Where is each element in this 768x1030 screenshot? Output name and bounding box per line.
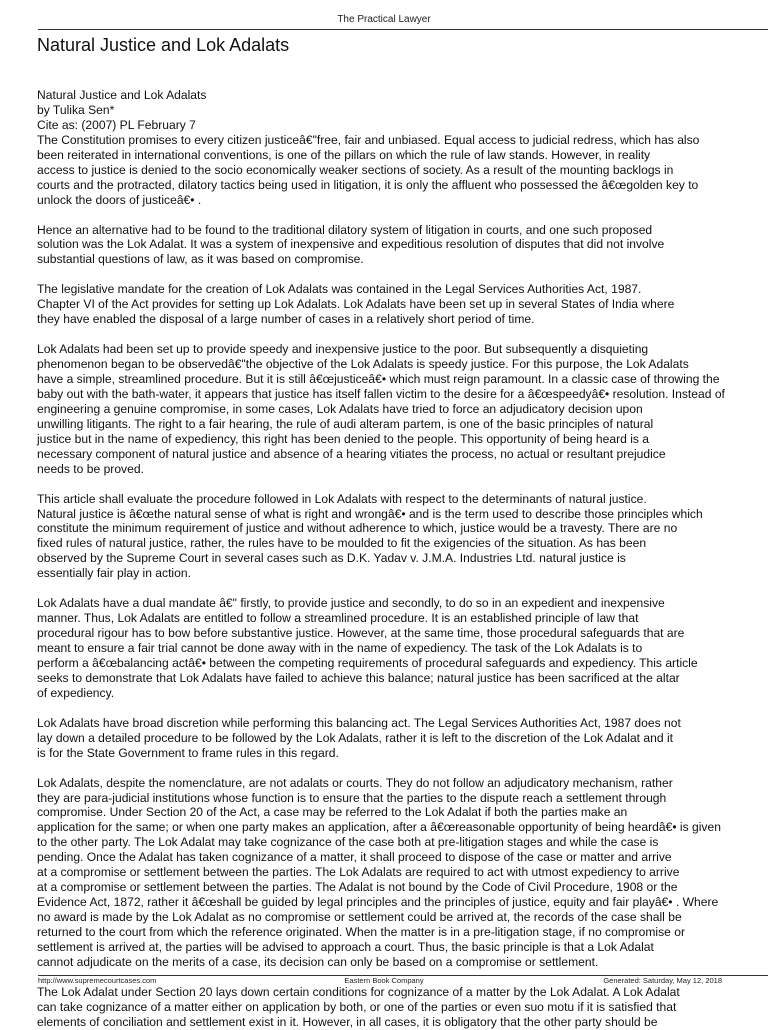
text-line: solution was the Lok Adalat. It was a system of inexpensive and expeditious resolution of disputes that did not involve xyxy=(37,237,665,252)
header-rule xyxy=(38,29,768,30)
text-line: unlock the doors of justiceâ€• . xyxy=(37,192,202,207)
article-title-line: Natural Justice and Lok Adalats xyxy=(37,88,207,102)
text-line: no award is made by the Lok Adalat as no compromise or settlement could be arrived at, the records of the case shall be xyxy=(37,910,682,924)
text-line: access to justice is denied to the socio economically weaker sections of society. As a result of the mounting backlogs in xyxy=(37,162,674,177)
text-line: procedural rigour has to bow before substantive justice. However, at the same time, those procedural safeguards that are xyxy=(37,626,685,641)
text-line: manner. Thus, Lok Adalats are entitled to follow a streamlined procedure. It is an established principle of law that xyxy=(37,611,639,626)
paragraph xyxy=(37,282,768,327)
text-line: Hence an alternative had to be found to the traditional dilatory system of litigation in courts, and one such proposed xyxy=(37,222,653,237)
text-line: baby out with the bath-water, it appears that justice has itself fallen victim to the desire for a â€œspeedyâ€• resolution. Instead of xyxy=(37,386,725,401)
text-line: cannot adjudicate on the merits of a case, its decision can only be based on a compromise or settlement. xyxy=(37,954,599,969)
text-line: Lok Adalats have a dual mandate â€" firstly, to provide justice and secondly, to do so in an expedient and inexpensive xyxy=(37,596,665,611)
paragraph-gap xyxy=(37,581,768,596)
text-line: returned to the court from which the reference originated. When the matter is in a pre-litigation stage, if no compromise or xyxy=(37,924,686,939)
text-line: The Constitution promises to every citizen justiceâ€"free, fair and unbiased. Equal access to judicial redress, which has also xyxy=(37,132,700,147)
text-line: to the other party. The Lok Adalat may take cognizance of the case both at pre-litigation stages and while the case is xyxy=(37,835,659,850)
text-line: can take cognizance of a matter either on application by both, or one of the parties or even suo motu if it is satisfied that xyxy=(37,999,677,1014)
paragraph-gap xyxy=(37,327,768,342)
text-line: courts and the protracted, dilatory tactics being used in litigation, it is only the affluent who possessed the â€œgolden key to xyxy=(37,177,699,192)
text-line: of expediency. xyxy=(37,685,115,700)
paragraph-gap xyxy=(37,701,768,716)
text-line: they are para-judicial institutions whose function is to ensure that the parties to the dispute reach a settlement through xyxy=(37,790,667,805)
text-line: essentially fair play in action. xyxy=(37,566,191,581)
text-line: constitute the minimum requirement of justice and without adherence to which, justice would be a travesty. There are no xyxy=(37,521,678,536)
citation-line: Cite as: (2007) PL February 7 xyxy=(37,117,196,132)
text-line: observed by the Supreme Court in several cases such as D.K. Yadav v. J.M.A. Industries Ltd. natural justice is xyxy=(37,551,626,566)
paragraph xyxy=(37,342,768,476)
text-line: elements of conciliation and settlement exist in it. However, in all cases, it is obligatory that the other party should be xyxy=(37,1014,658,1029)
text-line: at a compromise or settlement between the parties. The Lok Adalats are required to act with utmost expediency to arrive xyxy=(37,865,680,880)
text-line: seeks to demonstrate that Lok Adalats have failed to achieve this balance; natural justice has been sacrificed at the altar xyxy=(37,670,680,685)
paragraph xyxy=(37,596,768,701)
text-line: The legislative mandate for the creation of Lok Adalats was contained in the Legal Services Authorities Act, 1987. xyxy=(37,282,642,297)
paragraph xyxy=(37,716,768,761)
text-line: application for the same; or when one party makes an application, after a â€œreasonable opportunity of being heardâ€• is given xyxy=(37,820,721,835)
text-line: justice but in the name of expediency, this right has been denied to the people. This opportunity of being heard is a xyxy=(37,431,650,446)
text-line: Chapter VI of the Act provides for setting up Lok Adalats. Lok Adalats have been set up in several States of India where xyxy=(37,297,675,312)
footer-url: http://www.supremecourtcases.com xyxy=(38,976,157,985)
paragraph-gap xyxy=(37,477,768,492)
text-line: meant to ensure a fair trial cannot be done away with in the name of expediency. The task of the Lok Adalats is to xyxy=(37,641,643,655)
paragraph-gap xyxy=(37,761,768,776)
text-line: necessary component of natural justice and absence of a hearing vitiates the process, no actual or resultant prejudice xyxy=(37,446,666,461)
paragraphs xyxy=(37,133,768,1030)
text-line: needs to be proved. xyxy=(37,461,144,476)
text-line: The Lok Adalat under Section 20 lays down certain conditions for cognizance of a matter by the Lok Adalat. A Lok Adalat xyxy=(37,984,680,999)
article-body xyxy=(37,88,768,1030)
page-footer xyxy=(0,976,768,988)
text-line: This article shall evaluate the procedure followed in Lok Adalats with respect to the determinants of natural justice. xyxy=(37,491,647,506)
running-header: The Practical Lawyer xyxy=(337,14,431,25)
text-line: lay down a detailed procedure to be followed by the Lok Adalats, rather it is left to the discretion of the Lok Adalat and it xyxy=(37,730,673,745)
text-line: have a simple, streamlined procedure. But it is still â€œjusticeâ€• which must reign paramount. In a classic case of throwing the xyxy=(37,372,720,386)
text-line: unwilling litigants. The right to a fair hearing, the rule of audi alteram partem, is one of the basic principles of natural xyxy=(37,416,654,431)
footer-generated-date: Generated: Saturday, May 12, 2018 xyxy=(603,976,722,985)
text-line: Lok Adalats had been set up to provide speedy and inexpensive justice to the poor. But subsequently a disquieting xyxy=(37,342,649,357)
text-line: is for the State Government to frame rules in this regard. xyxy=(37,745,339,760)
paragraph xyxy=(37,985,768,1030)
text-line: pending. Once the Adalat has taken cognizance of a matter, it shall proceed to dispose of the case or matter and arrive xyxy=(37,850,672,865)
text-line: been reiterated in international conventions, is one of the pillars on which the rule of law stands. However, in reality xyxy=(37,147,651,162)
text-line: settlement is arrived at, the parties will be advised to approach a court. Thus, the basic principle is that a Lok Adalat xyxy=(37,939,654,954)
text-line: engineering a genuine compromise, in some cases, Lok Adalats have tried to force an adjudicatory decision upon xyxy=(37,401,643,416)
footer-publisher: Eastern Book Company xyxy=(344,976,424,985)
paragraph-gap xyxy=(37,208,768,223)
text-line: they have enabled the disposal of a large number of cases in a relatively short period of time. xyxy=(37,312,535,327)
text-line: compromise. Under Section 20 of the Act, a case may be referred to the Lok Adalat if both the parties make an xyxy=(37,805,628,820)
author-line: by Tulika Sen* xyxy=(37,102,115,117)
text-line: substantial questions of law, as it was based on compromise. xyxy=(37,252,364,267)
text-line: Evidence Act, 1872, rather it â€œshall be guided by legal principles and the principles of justice, equity and fair playâ€• . Where xyxy=(37,895,719,910)
text-line: phenomenon began to be observedâ€"the objective of the Lok Adalats is speedy justice. For this purpose, the Lok Adalats xyxy=(37,357,689,372)
text-line: Lok Adalats have broad discretion while performing this balancing act. The Legal Services Authorities Act, 1987 does not xyxy=(37,715,681,730)
text-line: Lok Adalats, despite the nomenclature, are not adalats or courts. They do not follow an adjudicatory mechanism, rather xyxy=(37,775,673,790)
text-line: Natural justice is â€œthe natural sense of what is right and wrongâ€• and is the term used to describe those principles which xyxy=(37,506,703,521)
text-line: fixed rules of natural justice, rather, the rules have to be moulded to fit the exigencies of the situation. As has been xyxy=(37,536,647,551)
document-title: Natural Justice and Lok Adalats xyxy=(37,35,290,55)
paragraph-gap xyxy=(37,267,768,282)
paragraph xyxy=(37,223,768,268)
paragraph xyxy=(37,776,768,970)
text-line: perform a â€œbalancing actâ€• between the competing requirements of procedural safeguards and expediency. This article xyxy=(37,655,698,670)
paragraph xyxy=(37,133,768,208)
text-line: at a compromise or settlement between the parties. The Adalat is not bound by the Code of Civil Procedure, 1908 or the xyxy=(37,880,678,895)
paragraph xyxy=(37,492,768,582)
